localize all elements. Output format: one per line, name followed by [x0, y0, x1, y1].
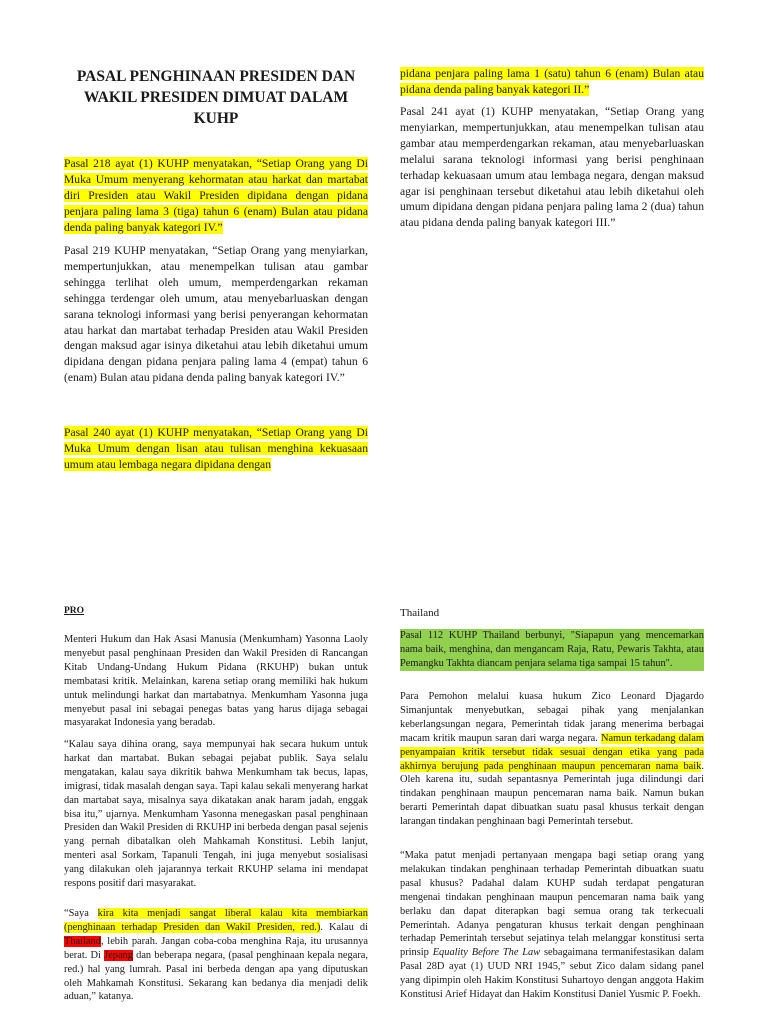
highlighted-text: Namun terkadang dalam penyampaian kritik tersebut tidak sesuai dengan etika yang pada akhirnya berujung pada penghinaan maupun pencemaran nama baik [400, 732, 704, 772]
paragraph-pasal-240-continued [400, 66, 704, 98]
text-span: dan beberapa negara, (pasal penghinaan kepala negara, red.) hal yang lumrah. Pasal ini berbeda dengan apa yang diputuskan oleh Mahkamah Konstitusi. Sekarang kan bedanya dia menjadi delik aduan,” katanya. [64, 949, 368, 1003]
highlighted-text-red: Jepang [104, 949, 133, 961]
highlighted-text: Pasal 218 ayat (1) KUHP menyatakan, “Setiap Orang yang Di Muka Umum menyerang kehormatan atau harkat dan martabat diri Presiden atau Wakil Presiden dipidana dengan pidana penjara paling lama 3 (tiga) tahun 6 (enam) Bulan atau pidana denda paling banyak kategori IV.” [64, 157, 368, 234]
paragraph-pro-1: Menteri Hukum dan Hak Asasi Manusia (Menkumham) Yasonna Laoly menyebut pasal penghinaan Presiden dan Wakil Presiden di Rancangan Kitab Undang-Undang Hukum Pidana (RKUHP) bukan untuk membatasi kritik. Melainkan, karena setiap orang memiliki hak hukum untuk melindungi harkat dan martabatnya. Menkumham Yasonna juga menyebut pasal ini sebagai penegas batas yang harus dijaga sebagai masyarakat Indonesia yang beradab. [64, 634, 368, 729]
paragraph-pasal-218 [64, 156, 368, 236]
text-span: , lebih parah. Jangan coba-coba menghina Raja, itu urusannya berat. Di [64, 935, 368, 961]
highlighted-text-red: Thailand [64, 935, 101, 947]
paragraph-pro-3 [64, 907, 368, 1004]
highlighted-text: Pasal 240 ayat (1) KUHP menyatakan, “Setiap Orang yang Di Muka Umum dengan lisan atau tulisan menghina kekuasaan umum atau lembaga negara dipidana dengan [64, 426, 368, 471]
text-span: sebagaimana termanifestasikan dalam Pasal 28D ayat (1) UUD NRI 1945,” sebut Zico dalam sidang panel yang dipimpin oleh Hakim Konstitusi Suhartoyo dengan anggota Hakim Konstitusi Arief Hidayat dan Hakim Konstitusi Daniel Yusmic P. Foekh. [400, 947, 704, 1001]
section-label-pro: PRO [64, 606, 85, 616]
text-span: Para Pemohon melalui kuasa hukum Zico Leonard Djagardo Simanjuntak menyebutkan, sebagai pihak yang menjalankan keberlangsungan negara, Pemerintah tidak jarang menerima berbagai macam kritik maupun saran dari warga negara. [400, 691, 704, 744]
text-span: . Kalau di [320, 921, 368, 933]
highlighted-text: kira kita menjadi sangat liberal kalau kita membiarkan (penghinaan terhadap Presiden dan Wakil Presiden, red.) [64, 908, 368, 933]
text-span: “Maka patut menjadi pertanyaan mengapa bagi setiap orang yang melakukan tindakan penghinaan terhadap Pemerintah dibuatkan suatu pasal khusus? Padahal dalam KUHP sudah terdapat pengaturan mengenai tindakan penghinaan maupun pencemaran nama baik yang berlaku dan dapat diterapkan bagi semua orang tak terkecuali Pemerintah. Adanya pengaturan khusus terkait dengan penghinaan terhadap Pemerintah tersebut sejatinya telah melanggar konstitusi serta prinsip [400, 850, 704, 959]
section-label-thailand: Thailand [400, 607, 440, 619]
emphasized-text: Equality Before The Law [432, 947, 541, 959]
highlighted-text: pidana penjara paling lama 1 (satu) tahun 6 (enam) Bulan atau pidana denda paling banyak kategori II.” [400, 67, 704, 96]
paragraph-pro-2: “Kalau saya dihina orang, saya mempunyai hak secara hukum untuk harkat dan martabat. Bukan sebagai pejabat publik. Saya selalu mengatakan, kalau saya dikritik bahwa Menkumham tak becus, lapas, imigrasi, tidak masalah dengan saya. Tapi kalau sekali menyerang harkat dan martabat saya, misalnya saya dikatakan anak haram jadah, enggak bisa itu,” ujarnya. Menkumham Yasonna menegaskan pasal penghinaan Presiden dan Wakil Presiden di RKUHP ini berbeda dengan pasal sejenis yang pernah dibatalkan oleh Mahkamah Konstitusi. Lebih lanjut, menteri asal Sorkam, Tapanuli Tengah, ini juga menyebut sosialisasi yang dilakukan oleh jajarannya terkait RKUHP selama ini mendapat respons positif dari masyarakat. [64, 739, 368, 890]
text-span: . Oleh karena itu, sudah sepantasnya Pemerintah juga dilindungi dari tindakan penghinaan maupun pencemaran nama baik. Namun bukan berarti Pemerintah dapat dibuatkan suatu pasal khusus terkait dengan larangan tindakan penghinaan bagi Pemerintah tersebut. [400, 760, 704, 828]
paragraph-pasal-241: Pasal 241 ayat (1) KUHP menyatakan, “Setiap Orang yang menyiarkan, mempertunjukkan, atau menempelkan tulisan atau gambar atau memperdengarkan rekaman, atau menyebarluaskan melalui sarana teknologi informasi yang berisi penghinaan terhadap kekuasaan umum atau lembaga negara, dengan maksud agar isi penghinaan tersebut diketahui atau lebih diketahui oleh umum dipidana dengan pidana penjara paling lama 2 (dua) tahun atau pidana denda paling banyak kategori III.” [400, 105, 704, 230]
paragraph-thailand-pasal-112: Pasal 112 KUHP Thailand berbunyi, "Siapapun yang mencemarkan nama baik, menghina, dan mengancam Raja, Ratu, Pewaris Takhta, atau Pemangku Takhta diancam penjara selama tiga sampai 15 tahun". [400, 630, 704, 669]
paragraph-thailand-2 [400, 690, 704, 829]
paragraph-pasal-240 [64, 425, 368, 473]
text-span: “Saya [64, 908, 98, 919]
page-title: PASAL PENGHINAAN PRESIDEN DAN WAKIL PRESIDEN DIMUAT DALAM KUHP [76, 68, 356, 127]
paragraph-pasal-219: Pasal 219 KUHP menyatakan, “Setiap Orang yang menyiarkan, mempertunjukkan, atau menempelkan tulisan atau gambar sehingga terlihat oleh umum, memperdengarkan rekaman sehingga terdengar oleh umum, atau menyebarluaskan dengan sarana teknologi informasi yang berisi penyerangan kehormatan atau harkat dan martabat terhadap Presiden atau Wakil Presiden dengan maksud agar isinya diketahui atau lebih diketahui umum dipidana dengan pidana penjara paling lama 4 (empat) tahun 6 (enam) Bulan atau pidana denda paling banyak kategori IV.” [64, 244, 368, 385]
paragraph-thailand-3 [400, 849, 704, 1002]
